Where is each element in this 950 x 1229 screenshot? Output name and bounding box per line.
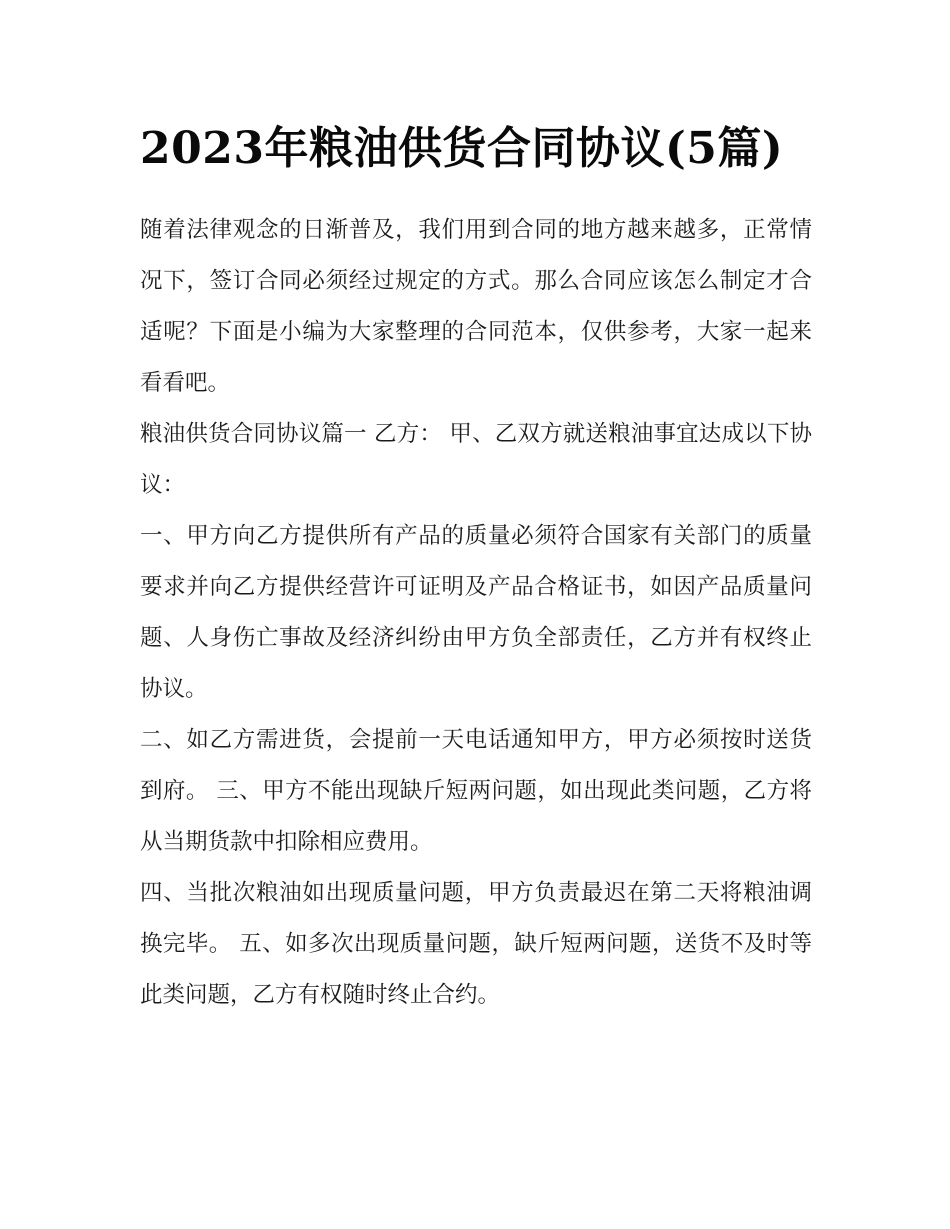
clause-two-three-paragraph: 二、如乙方需进货，会提前一天电话通知甲方，甲方必须按时送货到府。 三、甲方不能出现缺斤短两问题，如出现此类问题，乙方将从当期货款中扣除相应费用。 (140, 727, 812, 855)
clause-one-paragraph: 一、甲方向乙方提供所有产品的质量必须符合国家有关部门的质量要求并向乙方提供经营许可证明及产品合格证书，如因产品质量问题、人身伤亡事故及经济纠纷由甲方负全部责任，乙方并有权终止协议。 (140, 523, 812, 702)
clause-four-five-paragraph: 四、当批次粮油如出现质量问题，甲方负责最迟在第二天将粮油调换完毕。 五、如多次出现质量问题，缺斤短两问题，送货不及时等此类问题，乙方有权随时终止合约。 (140, 880, 812, 1008)
document-body (140, 116, 812, 1021)
contract-heading-paragraph: 粮油供货合同协议篇一 乙方： 甲、乙双方就送粮油事宜达成以下协议： (140, 421, 812, 498)
intro-paragraph: 随着法律观念的日渐普及，我们用到合同的地方越来越多，正常情况下，签订合同必须经过规定的方式。那么合同应该怎么制定才合适呢？下面是小编为大家整理的合同范本，仅供参考，大家一起来看看吧。 (140, 217, 812, 396)
document-title: 2023年粮油供货合同协议(5篇) (140, 123, 784, 174)
